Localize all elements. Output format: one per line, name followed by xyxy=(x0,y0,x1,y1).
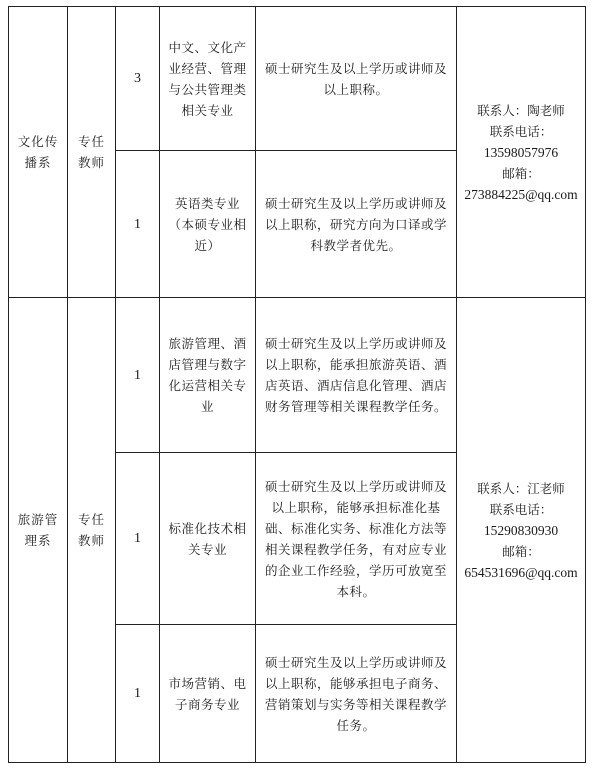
requirement-cell: 硕士研究生及以上学历或讲师及以上职称，研究方向为口译或学科教学者优先。 xyxy=(256,151,457,298)
contact-email-label: 邮箱： xyxy=(502,165,540,181)
table-row xyxy=(9,298,586,453)
headcount-cell: 3 xyxy=(116,7,160,151)
contact-person: 联系人：江老师 xyxy=(477,480,565,496)
contact-phone-label: 联系电话： xyxy=(489,501,553,517)
major-cell: 中文、文化产业经营、管理与公共管理类相关专业 xyxy=(160,7,256,151)
contact-phone: 13598057976 xyxy=(483,144,559,160)
contact-email: 654531696@qq.com xyxy=(464,564,578,580)
requirement-cell: 硕士研究生及以上学历或讲师及以上职称。 xyxy=(256,7,457,151)
position-cell: 专任教师 xyxy=(68,7,116,298)
contact-phone-label: 联系电话： xyxy=(489,123,553,139)
headcount-cell: 1 xyxy=(116,298,160,453)
contact-phone: 15290830930 xyxy=(483,522,559,538)
contact-person: 联系人：陶老师 xyxy=(477,102,565,118)
major-cell: 标准化技术相关专业 xyxy=(160,453,256,625)
contact-email: 273884225@qq.com xyxy=(464,186,578,202)
headcount-cell: 1 xyxy=(116,625,160,763)
recruitment-table xyxy=(8,6,586,763)
department-cell: 文化传播系 xyxy=(9,7,68,298)
headcount-cell: 1 xyxy=(116,151,160,298)
requirement-cell: 硕士研究生及以上学历或讲师及以上职称，能够承担电子商务、营销策划与实务等相关课程教学任务。 xyxy=(256,625,457,763)
contact-cell xyxy=(457,7,586,298)
major-cell: 旅游管理、酒店管理与数字化运营相关专业 xyxy=(160,298,256,453)
major-cell: 英语类专业（本硕专业相近） xyxy=(160,151,256,298)
requirement-cell: 硕士研究生及以上学历或讲师及以上职称，能承担旅游英语、酒店英语、酒店信息化管理、酒店财务管理等相关课程教学任务。 xyxy=(256,298,457,453)
contact-cell xyxy=(457,298,586,763)
major-cell: 市场营销、电子商务专业 xyxy=(160,625,256,763)
department-cell: 旅游管理系 xyxy=(9,298,68,763)
position-cell: 专任教师 xyxy=(68,298,116,763)
requirement-cell: 硕士研究生及以上学历或讲师及以上职称，能够承担标准化基础、标准化实务、标准化方法等相关课程教学任务，有对应专业的企业工作经验，学历可放宽至本科。 xyxy=(256,453,457,625)
table-row xyxy=(9,7,586,151)
contact-email-label: 邮箱： xyxy=(502,543,540,559)
headcount-cell: 1 xyxy=(116,453,160,625)
